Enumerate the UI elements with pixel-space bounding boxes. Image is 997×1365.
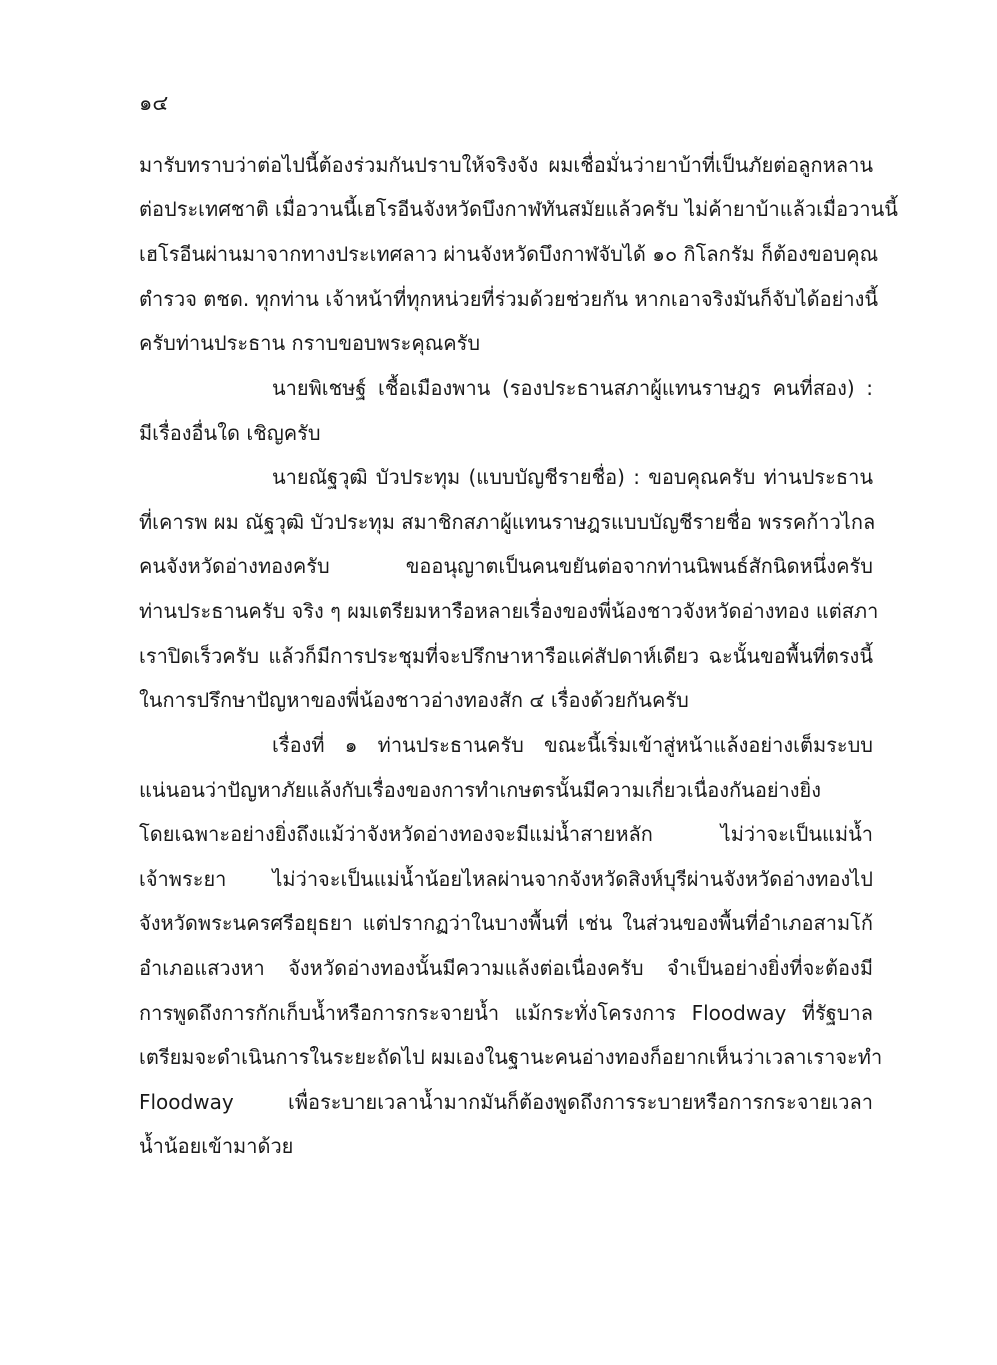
paragraph-line: มีเรื่องอื่นใด เชิญครับ	[139, 421, 321, 445]
paragraph-line: คนจังหวัดอ่างทองครับ ขออนุญาตเป็นคนขยันต่อจากท่านนิพนธ์สักนิดหนึ่งครับ	[139, 554, 873, 578]
paragraph-line: เจ้าพระยา ไม่ว่าจะเป็นแม่น้ำน้อยไหลผ่านจากจังหวัดสิงห์บุรีผ่านจังหวัดอ่างทองไป	[139, 867, 873, 891]
paragraph-line: โดยเฉพาะอย่างยิ่งถึงแม้ว่าจังหวัดอ่างทองจะมีแม่น้ำสายหลัก ไม่ว่าจะเป็นแม่น้ำ	[139, 822, 873, 846]
paragraph-line: เตรียมจะดำเนินการในระยะถัดไป ผมเองในฐานะคนอ่างทองก็อยากเห็นว่าเวลาเราจะทำ	[139, 1045, 883, 1069]
page-number: ๑๔	[139, 91, 169, 115]
paragraph-line: มารับทราบว่าต่อไปนี้ต้องร่วมกันปราบให้จริงจัง ผมเชื่อมั่นว่ายาบ้าที่เป็นภัยต่อลูกหลาน	[139, 153, 873, 177]
paragraph-line: ครับท่านประธาน กราบขอบพระคุณครับ	[139, 331, 481, 355]
paragraph-line: ตำรวจ ตชด. ทุกท่าน เจ้าหน้าที่ทุกหน่วยที่ร่วมด้วยช่วยกัน หากเอาจริงมันก็จับได้อย่างนี้	[139, 287, 879, 311]
paragraph-line: จังหวัดพระนครศรีอยุธยา แต่ปรากฏว่าในบางพื้นที่ เช่น ในส่วนของพื้นที่อำเภอสามโก้	[139, 911, 873, 935]
paragraph-line: เราปิดเร็วครับ แล้วก็มีการประชุมที่จะปรึกษาหารือแค่สัปดาห์เดียว ฉะนั้นขอพื้นที่ตรงนี้	[139, 644, 873, 668]
paragraph-line: เฮโรอีนผ่านมาจากทางประเทศลาว ผ่านจังหวัดบึงกาฬจับได้ ๑๐ กิโลกรัม ก็ต้องขอบคุณ	[139, 242, 879, 266]
speaker-line: นายณัฐวุฒิ บัวประทุม (แบบบัญชีรายชื่อ) : ขอบคุณครับ ท่านประธาน	[272, 465, 873, 489]
paragraph-line: อำเภอแสวงหา จังหวัดอ่างทองนั้นมีความแล้งต่อเนื่องครับ จำเป็นอย่างยิ่งที่จะต้องมี	[139, 956, 873, 980]
paragraph-line: ต่อประเทศชาติ เมื่อวานนี้เฮโรอีนจังหวัดบึงกาฬทันสมัยแล้วครับ ไม่ค้ายาบ้าแล้วเมื่อวานนี้	[139, 197, 898, 221]
paragraph-line: น้ำน้อยเข้ามาด้วย	[139, 1134, 294, 1158]
paragraph-line: การพูดถึงการกักเก็บน้ำหรือการกระจายน้ำ แม้กระทั่งโครงการ Floodway ที่รัฐบาล	[139, 1001, 873, 1025]
paragraph-first-line: เรื่องที่ ๑ ท่านประธานครับ ขณะนี้เริ่มเข้าสู่หน้าแล้งอย่างเต็มระบบ	[272, 733, 873, 757]
paragraph-line: แน่นอนว่าปัญหาภัยแล้งกับเรื่องของการทำเกษตรนั้นมีความเกี่ยวเนื่องกันอย่างยิ่ง	[139, 778, 822, 802]
paragraph-line: ที่เคารพ ผม ณัฐวุฒิ บัวประทุม สมาชิกสภาผู้แทนราษฎรแบบบัญชีรายชื่อ พรรคก้าวไกล	[139, 510, 876, 534]
paragraph-line: ท่านประธานครับ จริง ๆ ผมเตรียมหารือหลายเรื่องของพี่น้องชาวจังหวัดอ่างทอง แต่สภา	[139, 599, 879, 623]
paragraph-line: ในการปรึกษาปัญหาของพี่น้องชาวอ่างทองสัก ๔ เรื่องด้วยกันครับ	[139, 688, 689, 712]
paragraph-line: Floodway เพื่อระบายเวลาน้ำมากมันก็ต้องพูดถึงการระบายหรือการกระจายเวลา	[139, 1090, 873, 1114]
speaker-line: นายพิเชษฐ์ เชื้อเมืองพาน (รองประธานสภาผู้แทนราษฎร คนที่สอง) :	[272, 376, 873, 400]
